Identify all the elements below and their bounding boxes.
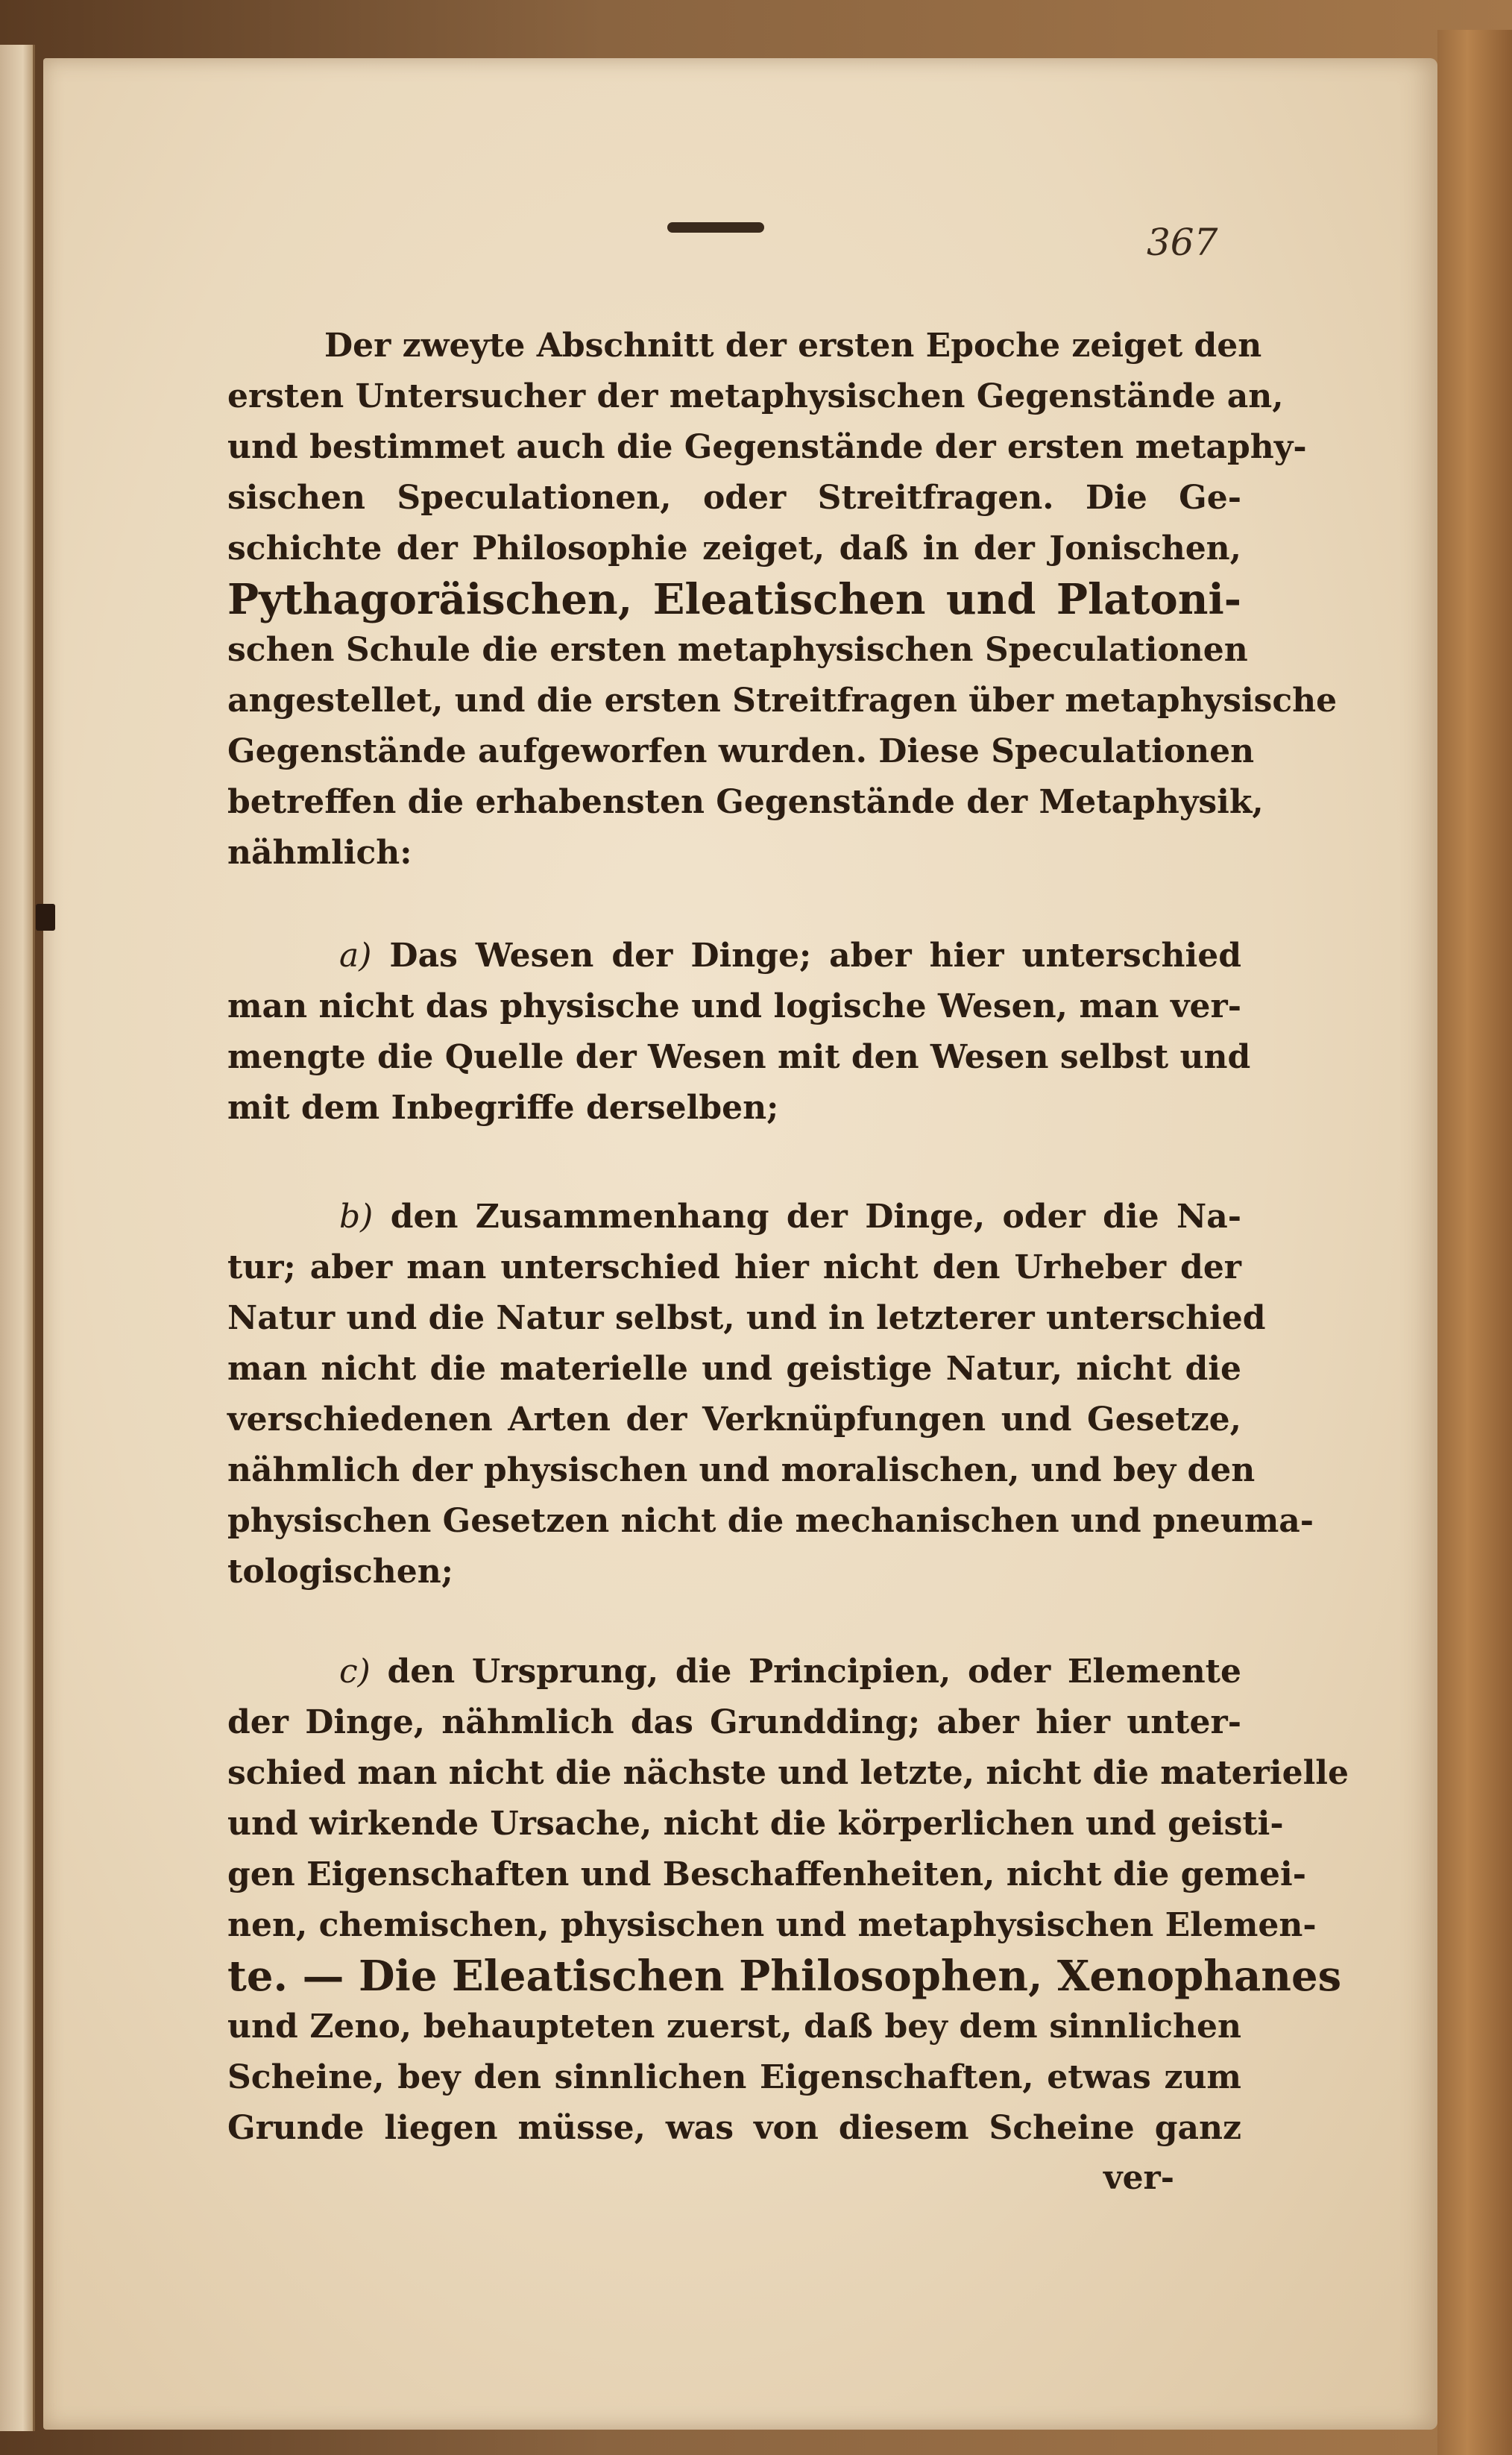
page-tab-mark xyxy=(36,904,55,931)
text-line: gen Eigenschaften und Beschaffenheiten, nicht die gemei- xyxy=(227,1855,1306,1893)
text-line: Der zweyte Abschnitt der ersten Epoche zeiget den xyxy=(324,327,1262,365)
list-marker: b) xyxy=(339,1198,374,1236)
text-line: ersten Untersucher der metaphysischen Gegenstände an, xyxy=(227,377,1284,415)
text-line: sischen Speculationen, oder Streitfragen. Die Ge- xyxy=(227,479,1241,517)
text-line-first xyxy=(227,1192,1241,1242)
text-line: nen, chemischen, physischen und metaphysischen Elemen- xyxy=(227,1906,1317,1944)
text-line: tologischen; xyxy=(227,1553,453,1591)
text-line: nähmlich: xyxy=(227,834,412,872)
text-line: schen Schule die ersten metaphysischen Speculationen xyxy=(227,631,1248,669)
text-line: physischen Gesetzen nicht die mechanischen und pneuma- xyxy=(227,1502,1314,1540)
paragraph-c xyxy=(227,1647,1349,2154)
facing-page-edge xyxy=(0,45,35,2431)
text-line: nähmlich der physischen und moralischen, und bey den xyxy=(227,1451,1256,1489)
text-line: und Zeno, behaupteten zuerst, daß bey dem sinnlichen xyxy=(227,2008,1241,2046)
text-line: Pythagoräischen, Eleatischen und Platoni- xyxy=(227,575,1241,624)
text-line-first xyxy=(227,931,1241,981)
text-line: Gegenstände aufgeworfen wurden. Diese Speculationen xyxy=(227,732,1255,770)
text-line: schied man nicht die nächste und letzte, nicht die materielle xyxy=(227,1754,1349,1792)
text-line: Das Wesen der Dinge; aber hier unterschied xyxy=(389,937,1241,975)
book-cover-edge xyxy=(1437,30,1512,2455)
text-line: Scheine, bey den sinnlichen Eigenschaften, etwas zum xyxy=(227,2058,1241,2096)
text-line: angestellet, und die ersten Streitfragen über metaphysische xyxy=(227,682,1338,720)
text-line: mit dem Inbegriffe derselben; xyxy=(227,1089,779,1127)
text-line: den Ursprung, die Principien, oder Elemente xyxy=(387,1653,1241,1691)
text-line: betreffen die erhabensten Gegenstände der Metaphysik, xyxy=(227,783,1264,821)
text-line: und bestimmet auch die Gegenstände der ersten metaphy- xyxy=(227,428,1307,466)
text-line: Natur und die Natur selbst, und in letzterer unterschied xyxy=(227,1299,1266,1337)
text-line: tur; aber man unterschied hier nicht den Urheber der xyxy=(227,1248,1241,1286)
text-line: mengte die Quelle der Wesen mit den Wesen selbst und xyxy=(227,1038,1251,1076)
paragraph-intro xyxy=(227,321,1338,878)
text-line-first xyxy=(227,1647,1241,1697)
paragraph-a xyxy=(227,931,1251,1134)
text-line: man nicht das physische und logische Wesen, man ver- xyxy=(227,987,1241,1025)
text-line: der Dinge, nähmlich das Grundding; aber hier unter- xyxy=(227,1703,1241,1741)
list-marker: a) xyxy=(339,937,372,975)
text-line: te. — Die Eleatischen Philosophen, Xenophanes xyxy=(227,1952,1342,2001)
list-marker: c) xyxy=(339,1653,371,1691)
text-line: man nicht die materielle und geistige Natur, nicht die xyxy=(227,1350,1241,1388)
text-line: schichte der Philosophie zeiget, daß in der Jonischen, xyxy=(227,529,1241,568)
header-ornament xyxy=(667,222,764,233)
text-line: Grunde liegen müsse, was von diesem Scheine ganz xyxy=(227,2109,1241,2147)
text-line: den Zusammenhang der Dinge, oder die Na- xyxy=(390,1198,1241,1236)
paragraph-b xyxy=(227,1192,1314,1597)
text-line: verschiedenen Arten der Verknüpfungen und Gesetze, xyxy=(227,1401,1241,1439)
page-number: 367 xyxy=(1147,221,1218,264)
text-line: und wirkende Ursache, nicht die körperlichen und geisti- xyxy=(227,1805,1284,1843)
catchword: ver- xyxy=(1103,2159,1175,2197)
